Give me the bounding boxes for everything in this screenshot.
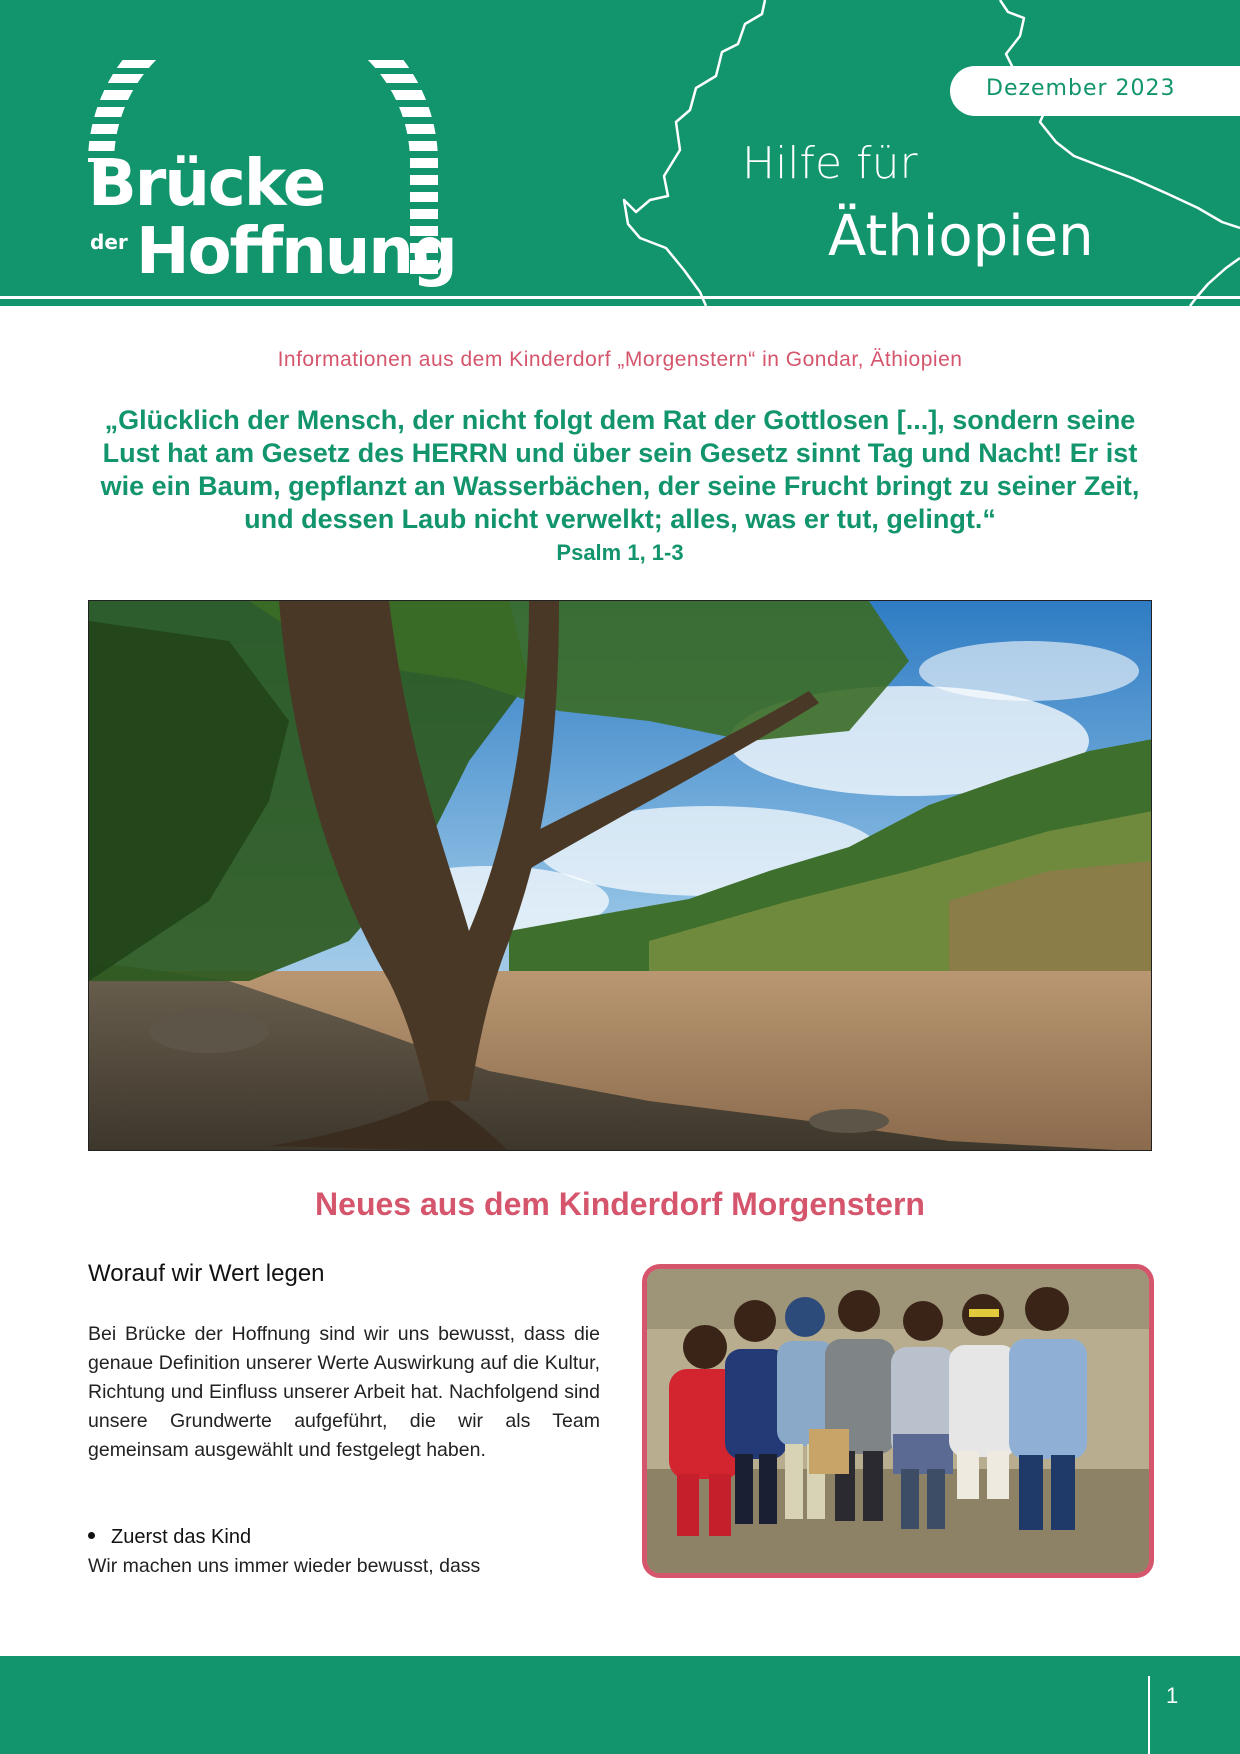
bible-quote: „Glücklich der Mensch, der nicht folgt dem Rat der Gottlosen [...], sondern seine Lust hat am Gesetz des HERRN und über sein Gesetz sinnt Tag und Nacht! Er ist wie ein Baum, gepflanzt an Wasserbächen, der seine Frucht bringt zu seiner Zeit, und dessen Laub nicht verwelkt; alles, was er tut, gelingt.“ (100, 405, 1140, 534)
logo (88, 60, 456, 305)
logo-word-hoffnung: Hoffnung (136, 215, 456, 289)
article-paragraph: Bei Brücke der Hoffnung sind wir uns bewusst, dass die genaue Definition unserer Werte Auswirkung auf die Kultur, Richtung und Einfluss unserer Arbeit hat. Nachfolgend sind unsere Grundwerte aufgeführt, die wir als Team gemeinsam ausgewählt und festgelegt haben. (88, 1323, 600, 1461)
info-subtitle: Informationen aus dem Kinderdorf „Morgenstern“ in Gondar, Äthiopien (277, 348, 963, 371)
quote-reference: Psalm 1, 1-3 (556, 540, 684, 565)
header-divider (0, 296, 1240, 299)
children-group-photo (642, 1264, 1154, 1578)
header-title-line2: Äthiopien (828, 204, 1094, 269)
river-tree-photo (88, 600, 1152, 1151)
bullet-title: Zuerst das Kind (111, 1526, 252, 1548)
issue-date: Dezember 2023 (986, 76, 1176, 101)
footer-divider (1148, 1676, 1150, 1754)
header-title-line1: Hilfe für (742, 138, 918, 189)
header-banner (0, 0, 1240, 306)
footer-band (0, 1656, 1240, 1754)
bullet-icon (88, 1532, 95, 1539)
section-title: Neues aus dem Kinderdorf Morgenstern (315, 1186, 925, 1222)
logo-word-der: der (90, 230, 128, 254)
article-heading: Worauf wir Wert legen (88, 1260, 325, 1287)
bullet-item (88, 1526, 251, 1549)
logo-word-bruecke: Brücke (88, 147, 325, 221)
page-number: 1 (1166, 1683, 1179, 1708)
bullet-text: Wir machen uns immer wieder bewusst, dass (88, 1555, 481, 1577)
